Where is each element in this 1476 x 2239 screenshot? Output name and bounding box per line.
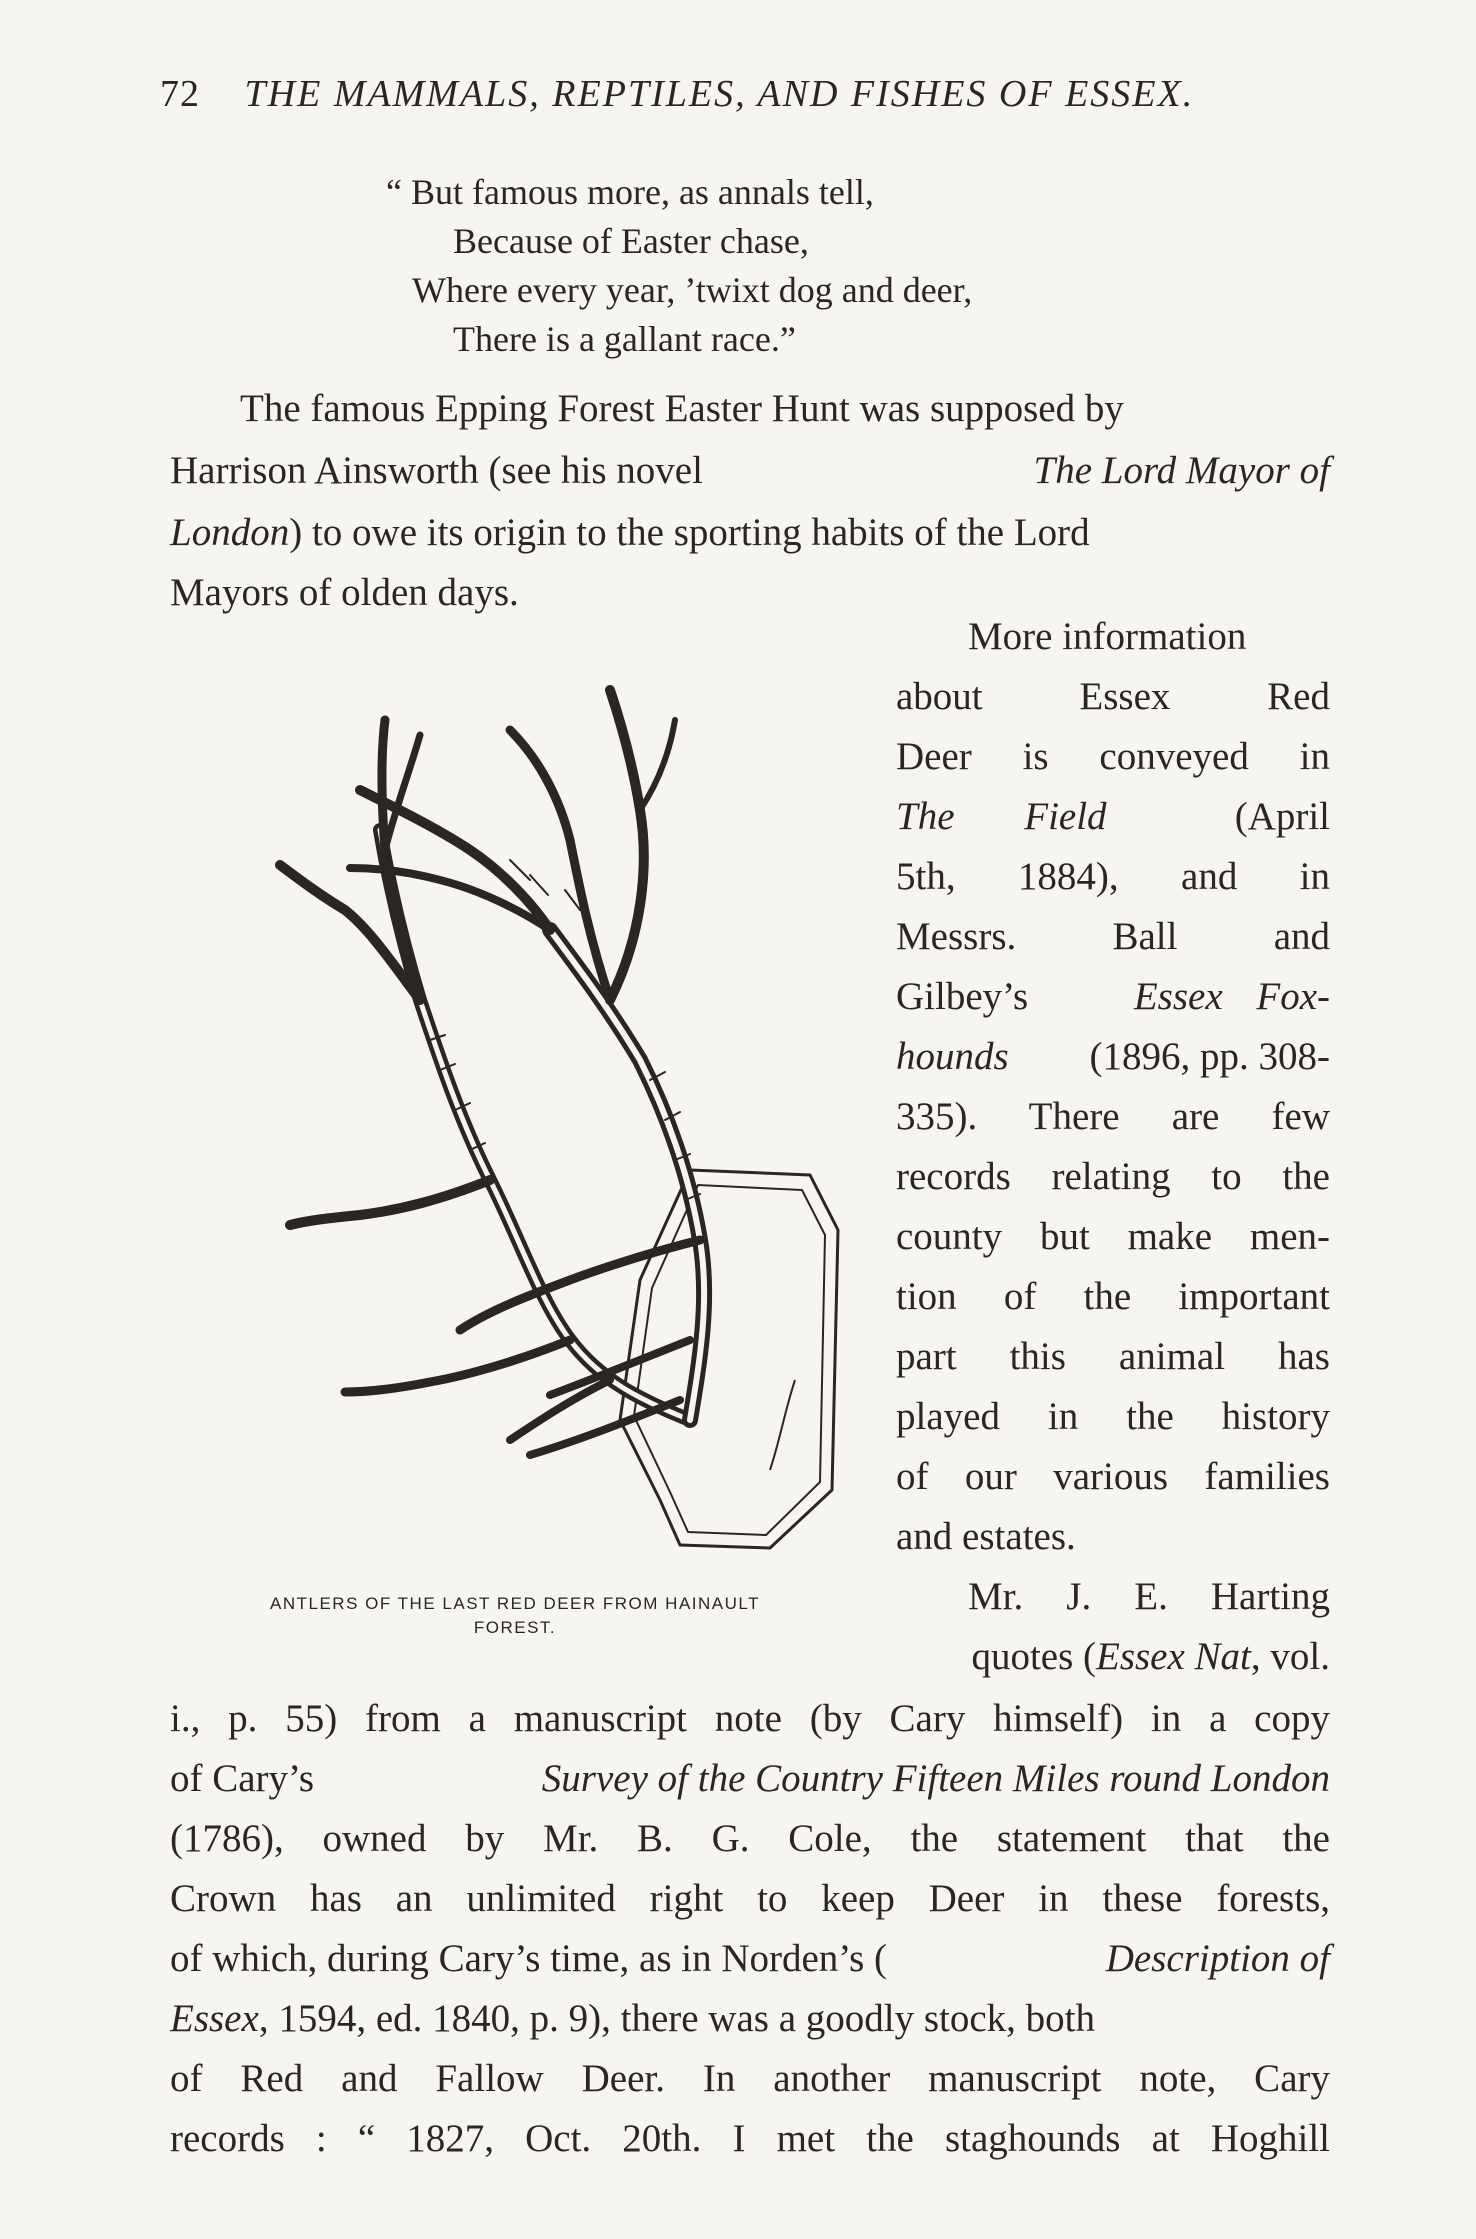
book-title: Essex [170, 1997, 259, 2040]
page-header [160, 72, 1330, 116]
periodical-title: The Field [896, 795, 1107, 838]
side-column-line: county but make men- [896, 1215, 1330, 1258]
paragraph-2-line: Essex, 1594, ed. 1840, p. 9), there was a goodly stock, both [170, 1997, 1096, 2040]
side-column-line: 5th, 1884), and in [896, 855, 1330, 898]
book-title: The Lord Mayor of [1033, 449, 1330, 492]
antlers-drawing [170, 640, 860, 1560]
paragraph-2-line: of which, during Cary’s time, as in Norden’s ( Description of [170, 1928, 1330, 1989]
caption-line: ANTLERS OF THE LAST RED DEER FROM HAINAULT [270, 1594, 760, 1613]
poem-line: There is a gallant race.” [453, 319, 796, 359]
side-column-line: played in the history [896, 1395, 1330, 1438]
paragraph-1-line: Harrison Ainsworth (see his novel The Lord Mayor of [170, 440, 1330, 501]
side-column-line: quotes (Essex Nat, vol. [971, 1635, 1330, 1678]
book-title: Description of [1105, 1937, 1330, 1980]
paragraph-1-line: Mayors of olden days. [170, 571, 519, 614]
book-title: hounds [896, 1035, 1009, 1078]
side-column-line: part this animal has [896, 1335, 1330, 1378]
paragraph-1-line: London) to owe its origin to the sporting habits of the Lord [170, 511, 1090, 554]
side-column-line: Mr. J. E. Harting [968, 1575, 1330, 1618]
periodical-title: Essex Nat [1096, 1635, 1251, 1678]
poem-line: Because of Easter chase, [453, 221, 809, 261]
poem-line: “ But famous more, as annals tell, [386, 172, 874, 212]
side-column-line: records relating to the [896, 1155, 1330, 1198]
side-column-line: tion of the important [896, 1275, 1330, 1318]
book-title: Survey of the Country Fifteen Miles round London [541, 1757, 1330, 1800]
side-column-line: Messrs. Ball and [896, 915, 1330, 958]
side-column-line: Deer is conveyed in [896, 735, 1330, 778]
side-column-line: hounds (1896, pp. 308- [896, 1026, 1330, 1087]
paragraph-2-line: records : “ 1827, Oct. 20th. I met the staghounds at Hoghill [170, 2117, 1330, 2160]
book-title: Essex Fox- [1133, 975, 1330, 1018]
paragraph-2-line: of Red and Fallow Deer. In another manuscript note, Cary [170, 2057, 1330, 2100]
caption-line: FOREST. [473, 1618, 557, 1637]
figure-caption [170, 1592, 860, 1640]
page-number: 72 [160, 73, 200, 115]
side-column-line: and estates. [896, 1515, 1076, 1558]
antler-illustration [170, 640, 860, 1560]
side-column-line: of our various families [896, 1455, 1330, 1498]
paragraph-2-line: (1786), owned by Mr. B. G. Cole, the statement that the [170, 1817, 1330, 1860]
paragraph-2-line: Crown has an unlimited right to keep Deer in these forests, [170, 1877, 1330, 1920]
side-column-line: The Field (April [896, 786, 1330, 847]
side-column-line: 335). There are few [896, 1095, 1330, 1138]
poem-line: Where every year, ’twixt dog and deer, [412, 270, 973, 310]
running-title: THE MAMMALS, REPTILES, AND FISHES OF ESSEX. [244, 73, 1195, 115]
paragraph-2-line: of Cary’s Survey of the Country Fifteen Miles round London [170, 1748, 1330, 1809]
side-column-line: about Essex Red [896, 675, 1330, 718]
side-column-line: More information [968, 615, 1247, 658]
book-title: London [170, 511, 290, 554]
paragraph-2-line: i., p. 55) from a manuscript note (by Cary himself) in a copy [170, 1697, 1330, 1740]
paragraph-1-line: The famous Epping Forest Easter Hunt was supposed by [240, 387, 1124, 430]
side-column-line: Gilbey’s Essex Fox- [896, 966, 1330, 1027]
